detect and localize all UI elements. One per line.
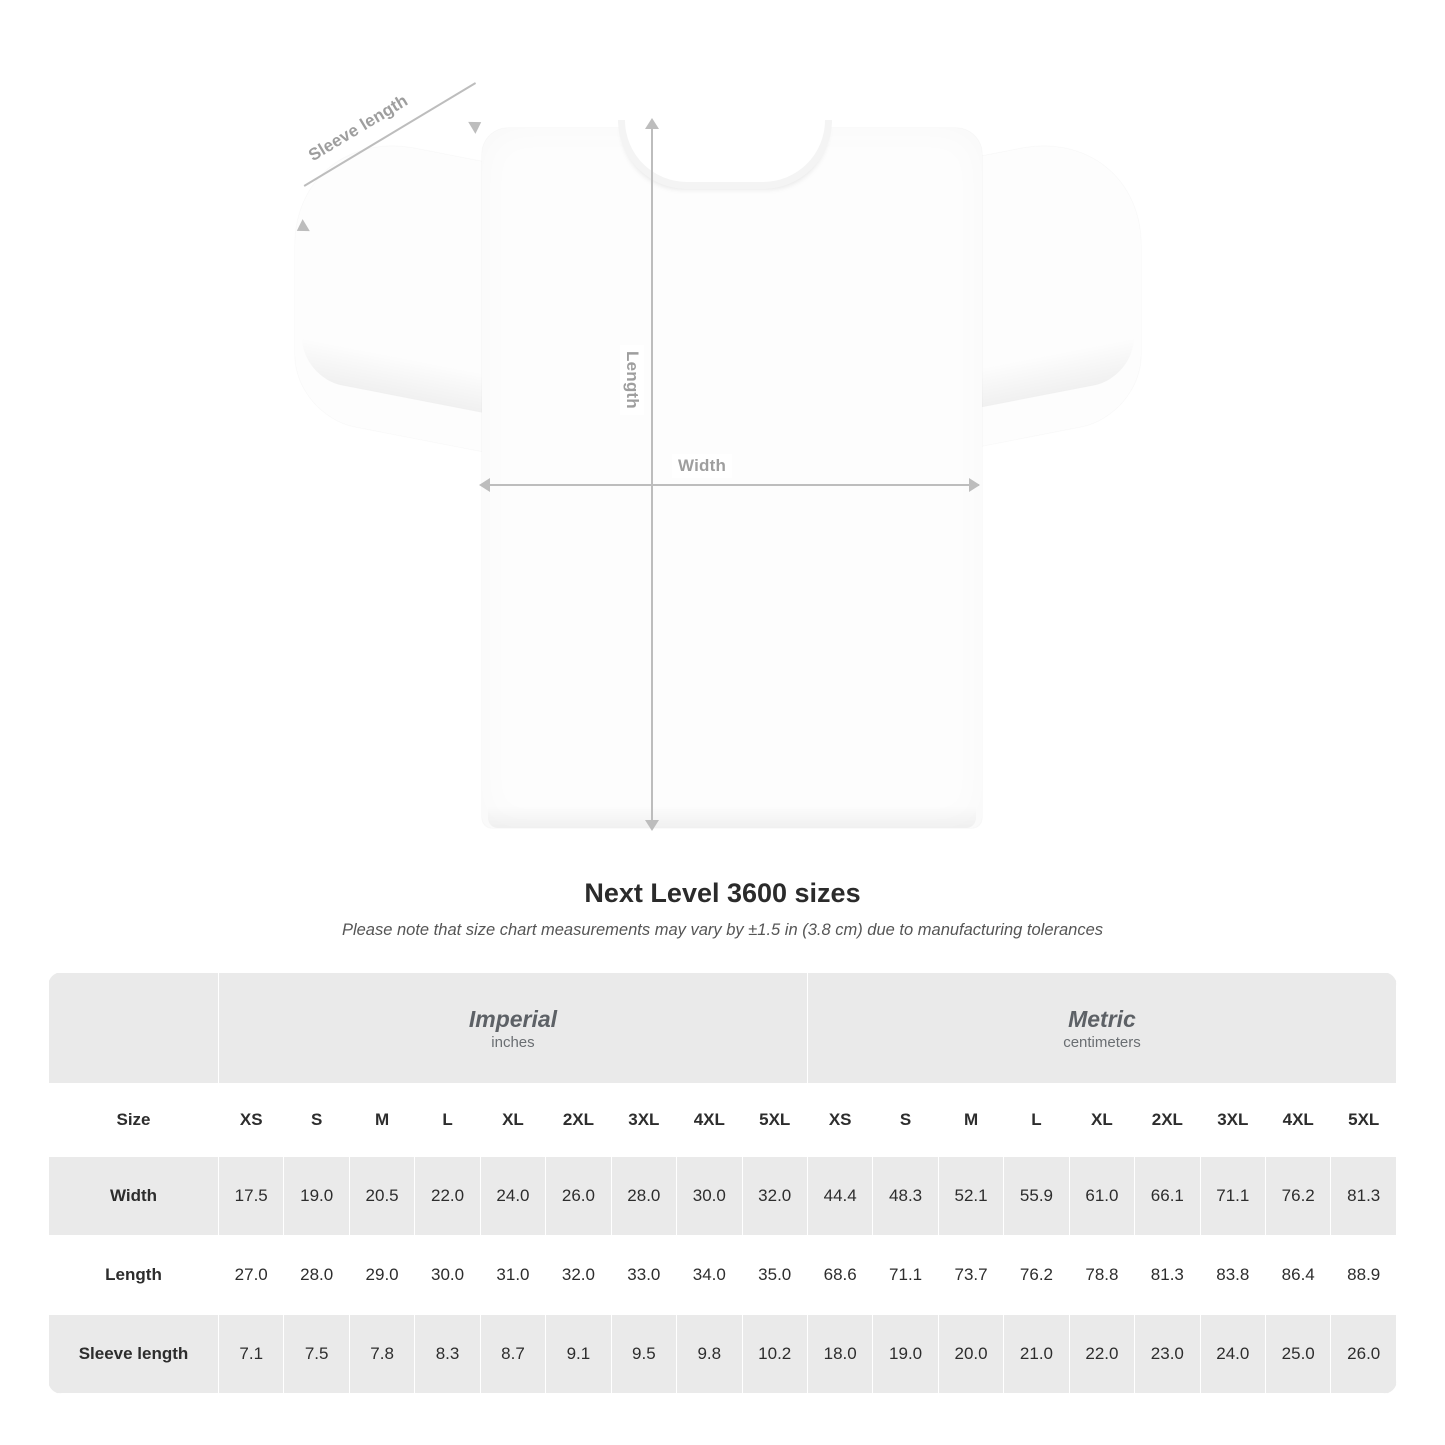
measurement-cell: 25.0 bbox=[1266, 1315, 1331, 1394]
measurement-cell: 61.0 bbox=[1069, 1157, 1134, 1236]
measurement-cell: 83.8 bbox=[1200, 1236, 1265, 1315]
size-header-cell: 5XL bbox=[1331, 1084, 1397, 1157]
measurement-cell: 9.5 bbox=[611, 1315, 676, 1394]
size-header-cell: 3XL bbox=[1200, 1084, 1265, 1157]
unit-name: Metric bbox=[1068, 1006, 1136, 1033]
measurement-cell: 28.0 bbox=[284, 1236, 349, 1315]
size-header-cell: 2XL bbox=[1135, 1084, 1200, 1157]
measurement-cell: 7.5 bbox=[284, 1315, 349, 1394]
measurement-cell: 22.0 bbox=[415, 1157, 480, 1236]
length-arrow-bottom-icon bbox=[645, 820, 659, 831]
sleeve-length-label: Sleeve length bbox=[299, 86, 418, 171]
measurement-cell: 66.1 bbox=[1135, 1157, 1200, 1236]
measurement-cell: 55.9 bbox=[1004, 1157, 1069, 1236]
unit-header-imperial bbox=[219, 973, 808, 1084]
size-header-cell: 3XL bbox=[611, 1084, 676, 1157]
row-label: Width bbox=[49, 1157, 219, 1236]
width-arrow-right-icon bbox=[969, 478, 980, 492]
measurement-cell: 8.3 bbox=[415, 1315, 480, 1394]
size-header-cell: XS bbox=[219, 1084, 284, 1157]
width-arrow-left-icon bbox=[479, 478, 490, 492]
unit-name: Imperial bbox=[468, 1006, 558, 1033]
measurement-cell: 26.0 bbox=[1331, 1315, 1397, 1394]
size-header-cell: M bbox=[349, 1084, 414, 1157]
measurement-cell: 27.0 bbox=[219, 1236, 284, 1315]
measurement-cell: 34.0 bbox=[677, 1236, 742, 1315]
measurement-cell: 35.0 bbox=[742, 1236, 807, 1315]
chart-heading-block bbox=[0, 878, 1445, 940]
measurement-cell: 10.2 bbox=[742, 1315, 807, 1394]
size-header-row bbox=[49, 1084, 1397, 1157]
size-header-cell: 5XL bbox=[742, 1084, 807, 1157]
measurement-cell: 7.8 bbox=[349, 1315, 414, 1394]
unit-header-row bbox=[49, 973, 1397, 1084]
size-header-cell: XL bbox=[1069, 1084, 1134, 1157]
size-header-cell: M bbox=[938, 1084, 1003, 1157]
unit-subtitle: inches bbox=[491, 1033, 535, 1051]
page-title: Next Level 3600 sizes bbox=[584, 878, 861, 908]
measurement-cell: 29.0 bbox=[349, 1236, 414, 1315]
measurement-cell: 81.3 bbox=[1135, 1236, 1200, 1315]
measurement-cell: 30.0 bbox=[415, 1236, 480, 1315]
measurement-cell: 81.3 bbox=[1331, 1157, 1397, 1236]
size-header-label: Size bbox=[49, 1084, 219, 1157]
size-header-cell: S bbox=[873, 1084, 938, 1157]
measurement-cell: 23.0 bbox=[1135, 1315, 1200, 1394]
tolerance-note: Please note that size chart measurements may vary by ±1.5 in (3.8 cm) due to manufacturing tolerances bbox=[341, 921, 1104, 939]
measurement-cell: 48.3 bbox=[873, 1157, 938, 1236]
measurement-cell: 44.4 bbox=[807, 1157, 872, 1236]
row-label: Sleeve length bbox=[49, 1315, 219, 1394]
measurement-cell: 71.1 bbox=[1200, 1157, 1265, 1236]
width-guide-line bbox=[489, 484, 979, 486]
length-label: Length bbox=[620, 345, 644, 415]
measurement-cell: 21.0 bbox=[1004, 1315, 1069, 1394]
measurement-cell: 17.5 bbox=[219, 1157, 284, 1236]
measurement-cell: 28.0 bbox=[611, 1157, 676, 1236]
size-table-container bbox=[48, 972, 1397, 1394]
measurement-cell: 88.9 bbox=[1331, 1236, 1397, 1315]
measurement-cell: 52.1 bbox=[938, 1157, 1003, 1236]
measurement-cell: 7.1 bbox=[219, 1315, 284, 1394]
measurement-cell: 31.0 bbox=[480, 1236, 545, 1315]
measurement-cell: 73.7 bbox=[938, 1236, 1003, 1315]
tshirt-body bbox=[482, 128, 982, 828]
measurement-cell: 9.8 bbox=[677, 1315, 742, 1394]
width-label: Width bbox=[672, 454, 732, 478]
measurement-cell: 30.0 bbox=[677, 1157, 742, 1236]
unit-header-spacer bbox=[49, 973, 219, 1084]
unit-header-metric bbox=[807, 973, 1396, 1084]
measurement-cell: 33.0 bbox=[611, 1236, 676, 1315]
measurement-cell: 20.5 bbox=[349, 1157, 414, 1236]
measurement-cell: 24.0 bbox=[480, 1157, 545, 1236]
measurement-cell: 18.0 bbox=[807, 1315, 872, 1394]
size-table bbox=[48, 972, 1397, 1394]
length-guide-line bbox=[651, 128, 653, 828]
measurement-cell: 78.8 bbox=[1069, 1236, 1134, 1315]
table-row bbox=[49, 1157, 1397, 1236]
measurement-cell: 24.0 bbox=[1200, 1315, 1265, 1394]
measurement-cell: 22.0 bbox=[1069, 1315, 1134, 1394]
table-row bbox=[49, 1236, 1397, 1315]
size-header-cell: L bbox=[415, 1084, 480, 1157]
measurement-cell: 68.6 bbox=[807, 1236, 872, 1315]
measurement-cell: 19.0 bbox=[873, 1315, 938, 1394]
unit-subtitle: centimeters bbox=[1063, 1033, 1141, 1051]
size-header-cell: XL bbox=[480, 1084, 545, 1157]
measurement-cell: 86.4 bbox=[1266, 1236, 1331, 1315]
size-header-cell: 2XL bbox=[546, 1084, 611, 1157]
measurement-cell: 8.7 bbox=[480, 1315, 545, 1394]
measurement-cell: 20.0 bbox=[938, 1315, 1003, 1394]
measurement-cell: 9.1 bbox=[546, 1315, 611, 1394]
measurement-cell: 32.0 bbox=[742, 1157, 807, 1236]
measurement-cell: 71.1 bbox=[873, 1236, 938, 1315]
measurement-cell: 19.0 bbox=[284, 1157, 349, 1236]
size-header-cell: 4XL bbox=[677, 1084, 742, 1157]
measurement-cell: 76.2 bbox=[1266, 1157, 1331, 1236]
size-header-cell: S bbox=[284, 1084, 349, 1157]
measurement-cell: 32.0 bbox=[546, 1236, 611, 1315]
size-header-cell: 4XL bbox=[1266, 1084, 1331, 1157]
size-header-cell: XS bbox=[807, 1084, 872, 1157]
measurement-cell: 26.0 bbox=[546, 1157, 611, 1236]
table-row bbox=[49, 1315, 1397, 1394]
length-arrow-top-icon bbox=[645, 118, 659, 129]
row-label: Length bbox=[49, 1236, 219, 1315]
size-header-cell: L bbox=[1004, 1084, 1069, 1157]
measurement-cell: 76.2 bbox=[1004, 1236, 1069, 1315]
